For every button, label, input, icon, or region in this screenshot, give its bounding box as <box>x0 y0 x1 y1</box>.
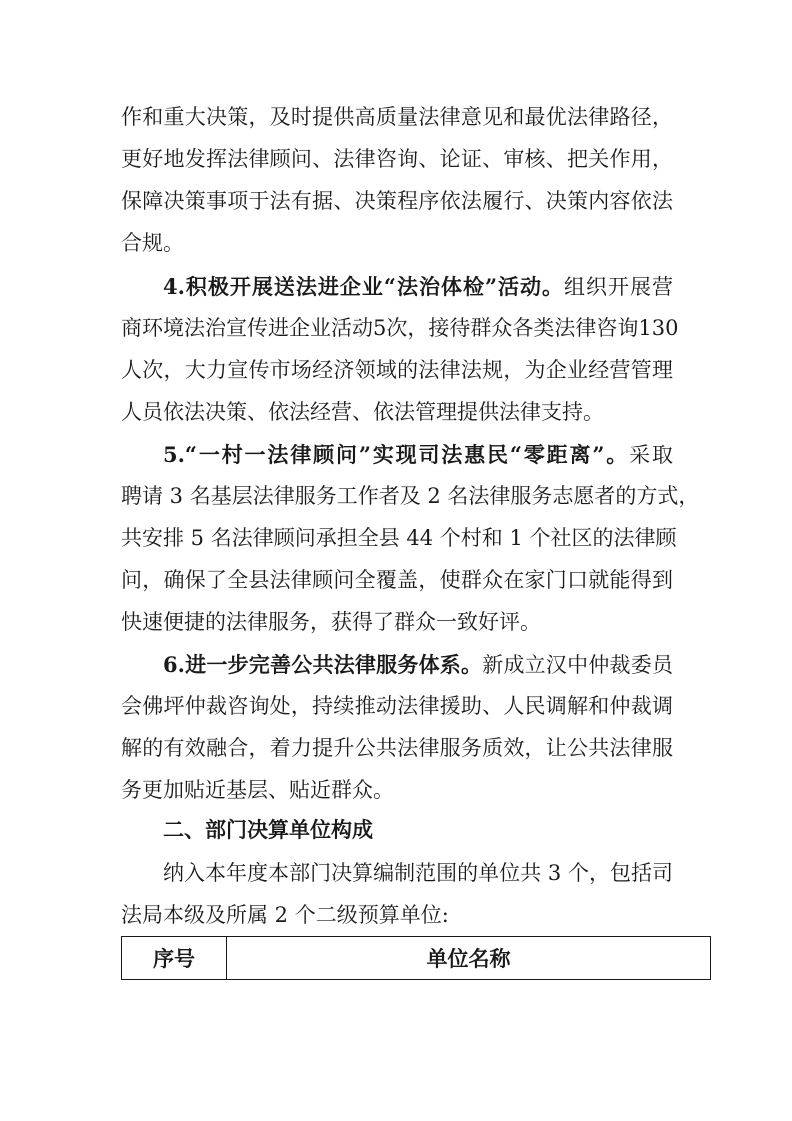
item-5-first-line <box>163 436 673 473</box>
item-4-heading: 4.积极开展送法进企业“法治体检”活动。 <box>163 274 565 299</box>
item-6-text: 新成立汉中仲裁委员 <box>482 653 673 677</box>
item-4-text: 组织开展营 <box>564 275 673 299</box>
item-4-first-line <box>163 268 673 305</box>
paragraph-line: 聘请 3 名基层法律服务工作者及 2 名法律服务志愿者的方式， <box>121 484 700 508</box>
paragraph-line: 作和重大决策，及时提供高质量法律意见和最优法律路径， <box>121 105 673 129</box>
paragraph-line: 商环境法治宣传进企业活动5次，接待群众各类法律咨询130 <box>121 316 679 340</box>
paragraph-line: 合规。 <box>121 231 184 255</box>
paragraph-line: 保障决策事项于法有据、决策程序依法履行、决策内容依法 <box>121 189 673 213</box>
section-intro-line: 纳入本年度本部门决算编制范围的单位共 3 个，包括司 <box>163 861 673 885</box>
section-intro-line: 法局本级及所属 2 个二级预算单位: <box>121 903 449 927</box>
header-serial-number: 序号 <box>122 937 227 980</box>
item-6-first-line <box>163 646 673 683</box>
paragraph-line: 快速便捷的法律服务，获得了群众一致好评。 <box>121 610 541 634</box>
paragraph-line: 会佛坪仲裁咨询处，持续推动法律援助、人民调解和仲裁调 <box>121 694 673 718</box>
units-table <box>121 936 711 980</box>
item-6-heading: 6.进一步完善公共法律服务体系。 <box>163 652 483 677</box>
paragraph-line: 共安排 5 名法律顾问承担全县 44 个村和 1 个社区的法律顾 <box>121 526 677 550</box>
paragraph-line: 人次，大力宣传市场经济领域的法律法规，为企业经营管理 <box>121 358 673 382</box>
paragraph-line: 更好地发挥法律顾问、法律咨询、论证、审核、把关作用， <box>121 147 673 171</box>
paragraph-line: 务更加贴近基层、贴近群众。 <box>121 778 394 802</box>
item-5-text: 采取 <box>629 443 673 467</box>
section-heading: 二、部门决算单位构成 <box>163 818 373 842</box>
paragraph-line: 解的有效融合，着力提升公共法律服务质效，让公共法律服 <box>121 736 673 760</box>
table-header-row <box>122 937 711 980</box>
item-5-heading: 5.“一村一法律顾问”实现司法惠民“零距离”。 <box>163 442 630 467</box>
header-unit-name: 单位名称 <box>227 937 711 980</box>
paragraph-line: 人员依法决策、依法经营、依法管理提供法律支持。 <box>121 400 604 424</box>
paragraph-line: 问，确保了全县法律顾问全覆盖，使群众在家门口就能得到 <box>121 568 673 592</box>
